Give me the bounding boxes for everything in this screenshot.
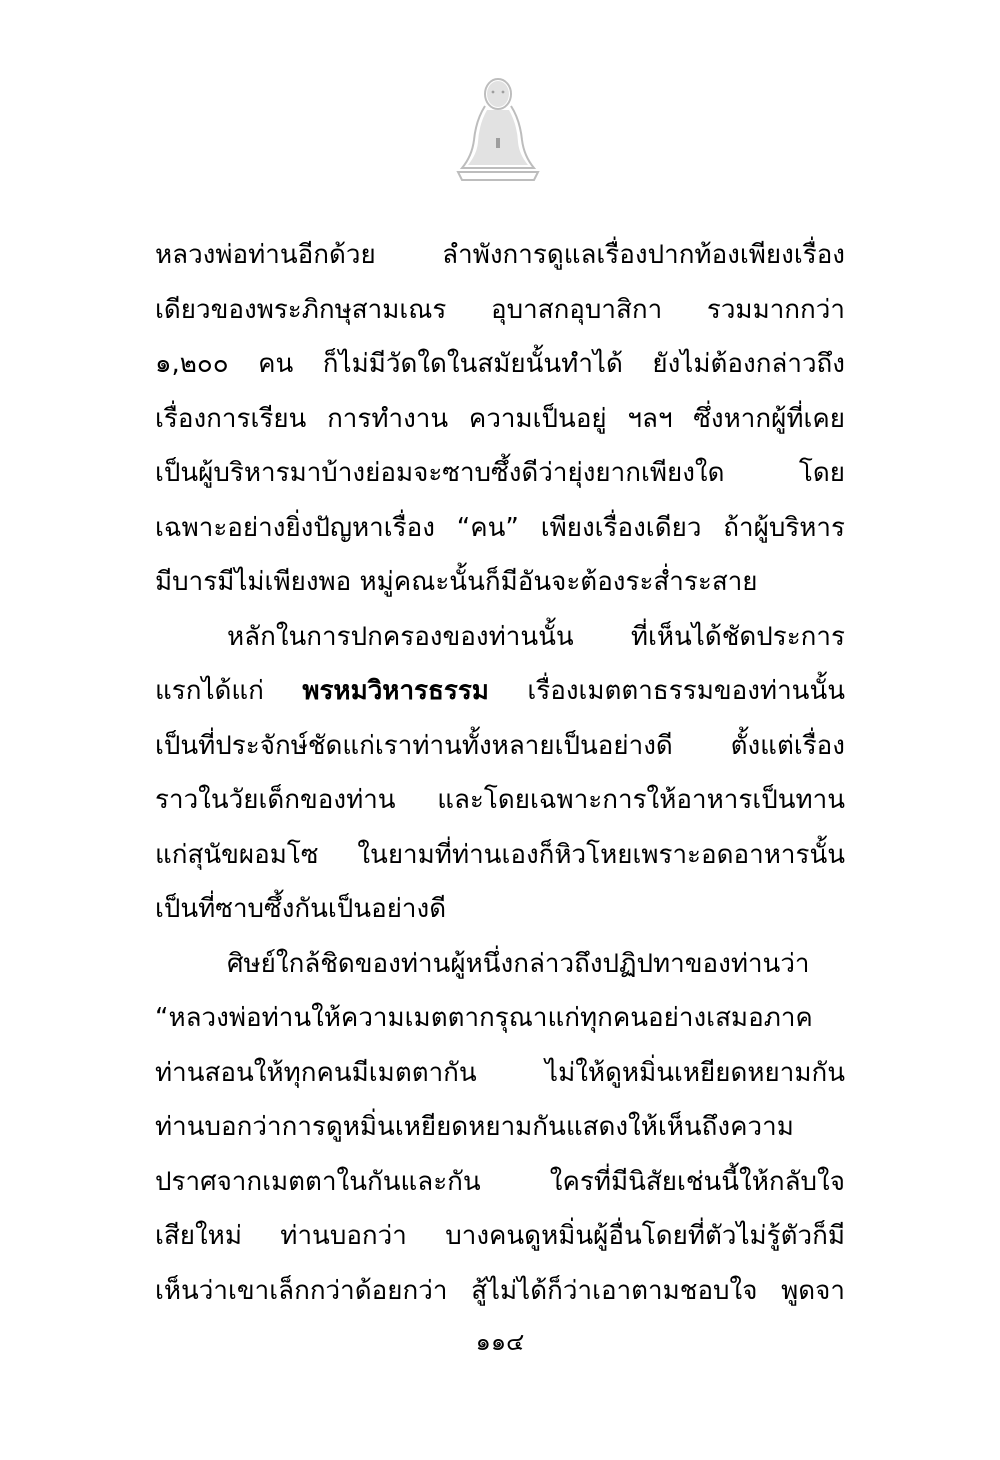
text-line: หลวงพ่อท่านอีกด้วย ลำพังการดูแลเรื่องปากท้องเพียงเรื่อง bbox=[155, 240, 845, 270]
bold-term: พรหมวิหารธรรม bbox=[302, 676, 489, 706]
body-text bbox=[155, 228, 845, 1318]
page-number: ๑๑๔ bbox=[475, 1328, 525, 1356]
text-line: เดียวของพระภิกษุสามเณร อุบาสกอุบาสิกา รวมมากกว่า bbox=[155, 294, 845, 325]
text-run: แรกได้แก่ bbox=[155, 676, 303, 706]
text-line: เป็นที่ประจักษ์ชัดแก่เราท่านทั้งหลายเป็นอย่างดี ตั้งแต่เรื่อง bbox=[155, 730, 845, 761]
text-line: “หลวงพ่อท่านให้ความเมตตากรุณาแก่ทุกคนอย่างเสมอภาค bbox=[155, 1003, 813, 1033]
text-line: ปราศจากเมตตาในกันและกัน ใครที่มีนิสัยเช่นนี้ให้กลับใจ bbox=[155, 1166, 845, 1197]
text-line: เป็นที่ซาบซึ้งกันเป็นอย่างดี bbox=[155, 894, 447, 924]
seated-monk-emblem-icon bbox=[452, 68, 544, 186]
text-line: เรื่องการเรียน การทำงาน ความเป็นอยู่ ฯลฯ ซึ่งหากผู้ที่เคย bbox=[155, 403, 845, 434]
text-line: ท่านสอนให้ทุกคนมีเมตตากัน ไม่ให้ดูหมิ่นเหยียดหยามกัน bbox=[155, 1057, 845, 1088]
text-line: เห็นว่าเขาเล็กกว่าด้อยกว่า สู้ไม่ได้ก็ว่าเอาตามชอบใจ พูดจา bbox=[155, 1275, 845, 1306]
text-line bbox=[155, 664, 845, 719]
text-line: เฉพาะอย่างยิ่งปัญหาเรื่อง “คน” เพียงเรื่องเดียว ถ้าผู้บริหาร bbox=[155, 512, 845, 543]
text-line: ๑,๒๐๐ คน ก็ไม่มีวัดใดในสมัยนั้นทำได้ ยังไม่ต้องกล่าวถึง bbox=[155, 349, 845, 379]
text-line: เสียใหม่ ท่านบอกว่า บางคนดูหมิ่นผู้อื่นโดยที่ตัวไม่รู้ตัวก็มี bbox=[155, 1221, 845, 1251]
text-line: แก่สุนัขผอมโซ ในยามที่ท่านเองก็หิวโหยเพราะอดอาหารนั้น bbox=[155, 839, 845, 870]
text-run: เรื่องเมตตาธรรมของท่านนั้น bbox=[488, 676, 845, 706]
text-line: หลักในการปกครองของท่านนั้น ที่เห็นได้ชัดประการ bbox=[227, 621, 845, 652]
text-line: มีบารมีไม่เพียงพอ หมู่คณะนั้นก็มีอันจะต้องระส่ำระสาย bbox=[155, 567, 758, 597]
text-line: เป็นผู้บริหารมาบ้างย่อมจะซาบซึ้งดีว่ายุ่งยากเพียงใด โดย bbox=[155, 458, 845, 488]
text-line: ศิษย์ใกล้ชิดของท่านผู้หนึ่งกล่าวถึงปฏิปทาของท่านว่า bbox=[227, 948, 810, 979]
text-line: ราวในวัยเด็กของท่าน และโดยเฉพาะการให้อาหารเป็นทาน bbox=[155, 785, 845, 815]
text-line: ท่านบอกว่าการดูหมิ่นเหยียดหยามกันแสดงให้เห็นถึงความ bbox=[155, 1112, 794, 1142]
